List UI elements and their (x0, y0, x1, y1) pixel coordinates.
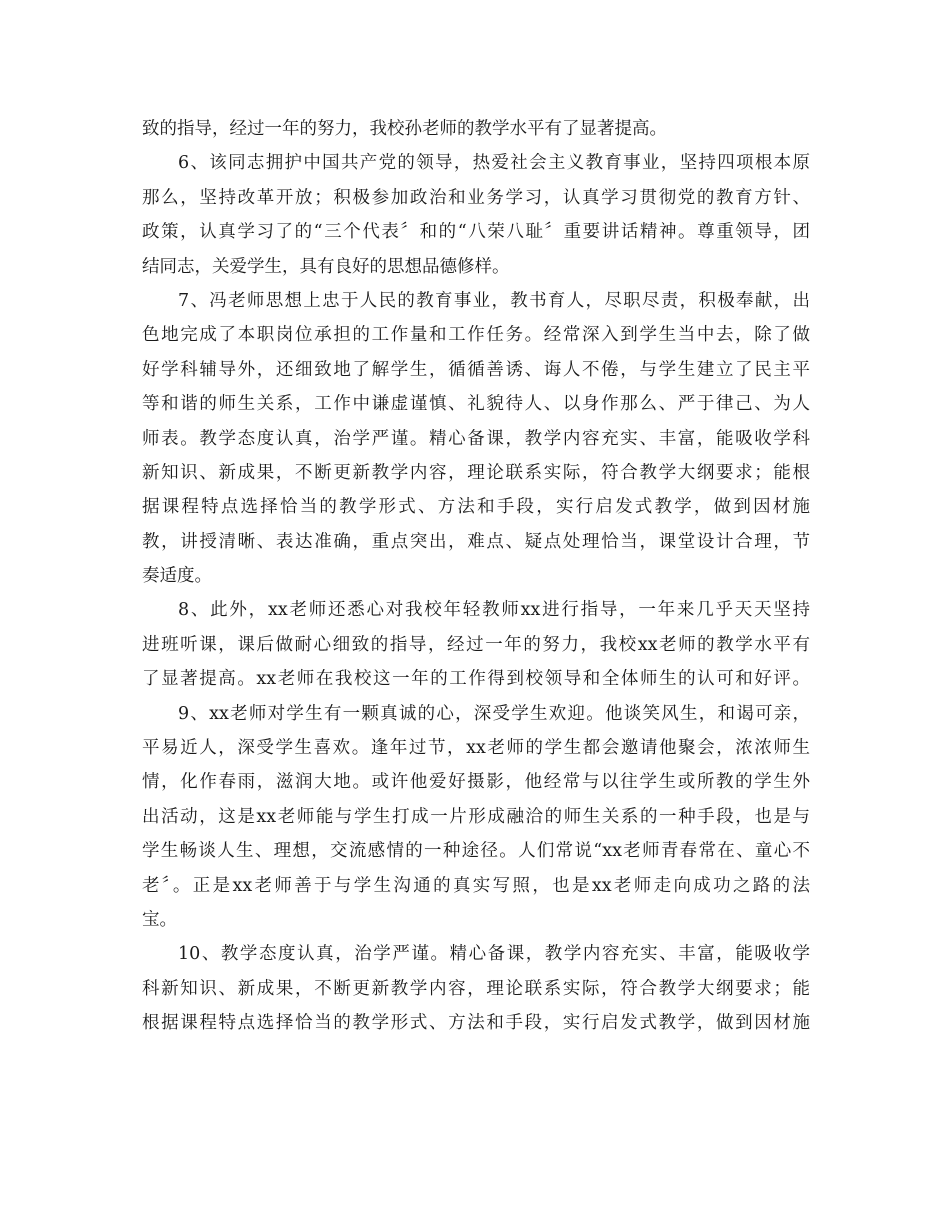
text-line: 学生畅谈人生、理想，交流感情的一种途径。人们常说“xx老师青春常在、童心不 (142, 841, 810, 862)
text-line: 奏适度。 (142, 566, 212, 587)
text-line: 色地完成了本职岗位承担的工作量和工作任务。经常深入到学生当中去，除了做 (142, 325, 810, 346)
text-line: 8、此外，xx老师还悉心对我校年轻教师xx进行指导，一年来几乎天天坚持 (178, 600, 810, 621)
text-line: 好学科辅导外，还细致地了解学生，循循善诱、诲人不倦，与学生建立了民主平 (142, 359, 810, 380)
document-body (142, 112, 810, 1041)
text-line: 了显著提高。xx老师在我校这一年的工作得到校领导和全体师生的认可和好评。 (142, 669, 810, 690)
text-line: 6、该同志拥护中国共产党的领导，热爱社会主义教育事业，坚持四项根本原 (178, 153, 810, 174)
text-line: 宝。 (142, 909, 177, 930)
text-line: 10、教学态度认真，治学严谨。精心备课，教学内容充实、丰富，能吸收学 (178, 944, 810, 965)
text-line: 进班听课，课后做耐心细致的指导，经过一年的努力，我校xx老师的教学水平有 (142, 634, 810, 655)
text-line: 那么，坚持改革开放；积极参加政治和业务学习，认真学习贯彻党的教育方针、 (142, 187, 810, 208)
text-line: 新知识、新成果，不断更新教学内容，理论联系实际，符合教学大纲要求；能根 (142, 462, 810, 483)
text-line: 老〞。正是xx老师善于与学生沟通的真实写照，也是xx老师走向成功之路的法 (142, 875, 810, 896)
text-line: 结同志，关爱学生，具有良好的思想品德修样。 (142, 256, 510, 277)
text-line: 政策，认真学习了的“三个代表〞和的“八荣八耻〞重要讲话精神。尊重领导，团 (142, 222, 810, 243)
text-line: 7、冯老师思想上忠于人民的教育事业，教书育人，尽职尽责，积极奉献，出 (178, 290, 810, 311)
text-line: 根据课程特点选择恰当的教学形式、方法和手段，实行启发式教学，做到因材施 (142, 1013, 810, 1034)
text-line: 据课程特点选择恰当的教学形式、方法和手段，实行启发式教学，做到因材施 (142, 497, 810, 518)
text-line: 科新知识、新成果，不断更新教学内容，理论联系实际，符合教学大纲要求；能 (142, 978, 810, 999)
text-line: 出活动，这是xx老师能与学生打成一片形成融洽的师生关系的一种手段，也是与 (142, 806, 810, 827)
text-line: 等和谐的师生关系，工作中谦虚谨慎、礼貌待人、以身作那么、严于律己、为人 (142, 394, 810, 415)
text-line: 师表。教学态度认真，治学严谨。精心备课，教学内容充实、丰富，能吸收学科 (142, 428, 810, 449)
text-line: 教，讲授清晰、表达准确，重点突出，难点、疑点处理恰当，课堂设计合理，节 (142, 531, 810, 552)
text-line: 情，化作春雨，滋润大地。或许他爱好摄影，他经常与以往学生或所教的学生外 (142, 772, 810, 793)
text-line: 平易近人，深受学生喜欢。逢年过节，xx老师的学生都会邀请他聚会，浓浓师生 (142, 738, 810, 759)
text-line: 致的指导，经过一年的努力，我校孙老师的教学水平有了显著提高。 (142, 119, 667, 139)
text-line: 9、xx老师对学生有一颗真诚的心，深受学生欢迎。他谈笑风生，和谒可亲， (178, 703, 810, 724)
